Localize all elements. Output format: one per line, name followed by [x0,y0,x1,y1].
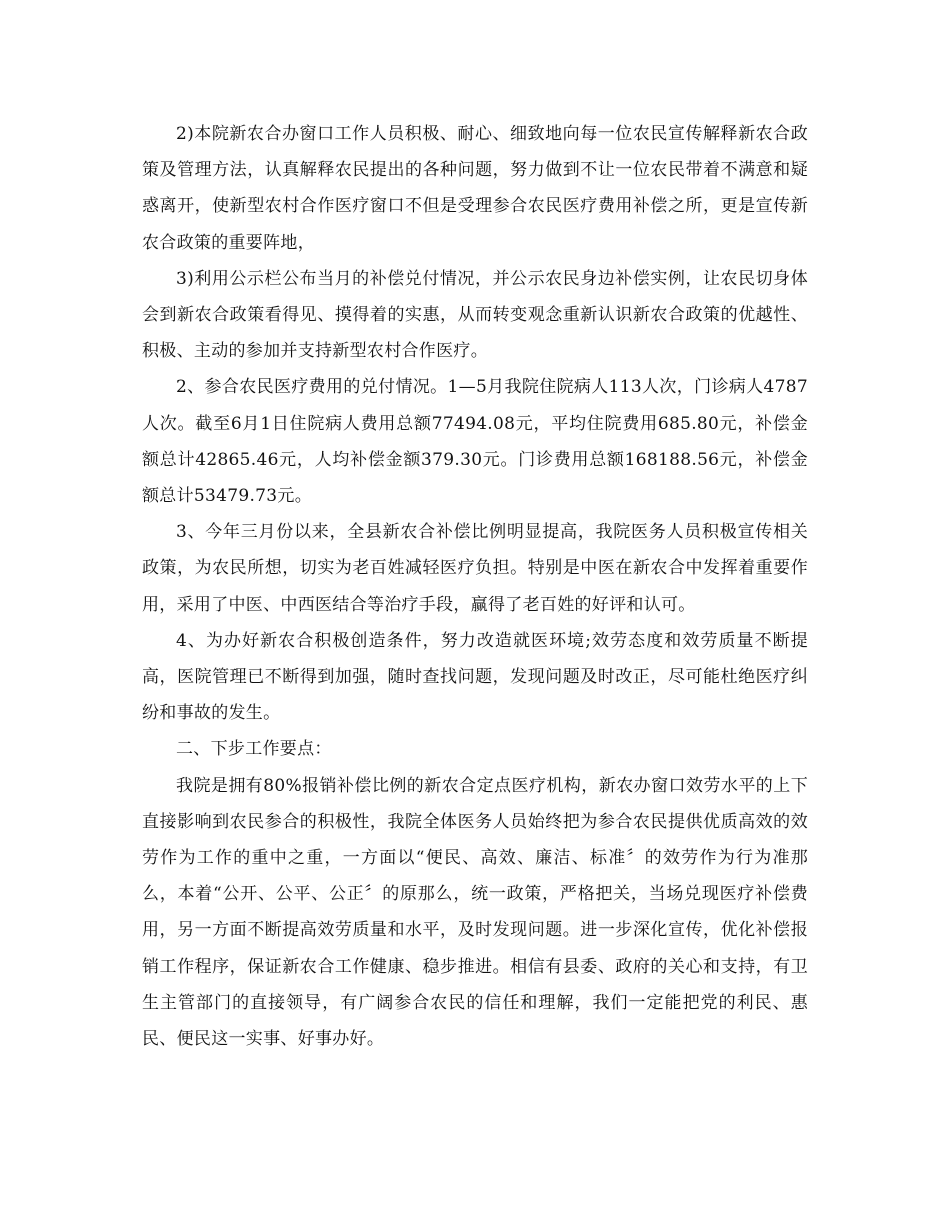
paragraph-compensation-ratio: 3、今年三月份以来，全县新农合补偿比例明显提高，我院医务人员积极宣传相关政策，为农民所想，切实为老百姓减轻医疗负担。特别是中医在新农合中发挥着重要作用，采用了中医、中西医结合等治疗手段，赢得了老百姓的好评和认可。 [142,522,808,615]
paragraph-bulletin-board: 3)利用公示栏公布当月的补偿兑付情况，并公示农民身边补偿实例，让农民切身体会到新农合政策看得见、摸得着的实惠，从而转变观念重新认识新农合政策的优越性、积极、主动的参加并支持新型农村合作医疗。 [142,268,808,362]
document-body [142,116,808,1057]
paragraph-window-staff: 2)本院新农合办窗口工作人员积极、耐心、细致地向每一位农民宣传解释新农合政策及管理方法，认真解释农民提出的各种问题，努力做到不让一位农民带着不满意和疑惑离开，使新型农村合作医疗窗口不但是受理参合农民医疗费用补偿之所，更是宣传新农合政策的重要阵地， [142,124,808,253]
paragraph-service-improvement: 4、为办好新农合积极创造条件，努力改造就医环境;效劳态度和效劳质量不断提高，医院管理已不断得到加强，随时查找问题，发现问题及时改正，尽可能杜绝医疗纠纷和事故的发生。 [142,630,808,724]
section-heading-next-steps: 二、下步工作要点： [176,739,332,760]
paragraph-payment-status: 2、参合农民医疗费用的兑付情况。1—5月我院住院病人113人次，门诊病人4787人次。截至6月1日住院病人费用总额77494.08元，平均住院费用685.80元，补偿金额总计42865.46元，人均补偿金额379.30元。门诊费用总额168188.56元，补偿金额总计53479.73元。 [142,377,808,507]
paragraph-next-steps: 我院是拥有80%报销补偿比例的新农合定点医疗机构，新农办窗口效劳水平的上下直接影响到农民参合的积极性，我院全体医务人员始终把为参合农民提供优质高效的效劳作为工作的重中之重，一方面以“便民、高效、廉洁、标准〞的效劳作为行为准那么，本着“公开、公平、公正〞的原那么，统一政策，严格把关，当场兑现医疗补偿费用，另一方面不断提高效劳质量和水平，及时发现问题。进一步深化宣传，优化补偿报销工作程序，保证新农合工作健康、稳步推进。相信有县委、政府的关心和支持，有卫生主管部门的直接领导，有广阔参合农民的信任和理解，我们一定能把党的利民、惠民、便民这一实事、好事办好。 [142,775,808,1050]
